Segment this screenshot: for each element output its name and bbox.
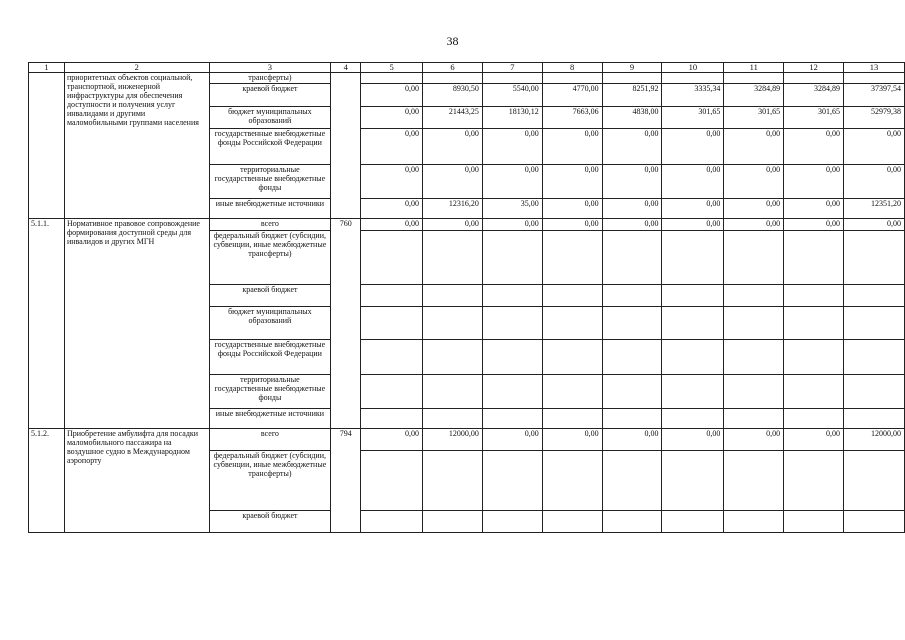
value-cell [724,375,784,409]
value-cell [784,375,844,409]
header-cell: 10 [662,63,724,73]
value-cell [602,375,662,409]
funding-source: территориальные государственные внебюджетные фонды [209,165,331,199]
funding-source: иные внебюджетные источники [209,409,331,429]
value-cell: 0,00 [784,199,844,219]
value-cell: 0,00 [784,129,844,165]
value-cell [423,73,483,84]
value-cell [482,409,542,429]
value-cell: 0,00 [423,219,483,231]
value-cell [361,511,423,533]
value-cell: 0,00 [482,219,542,231]
table-row [29,73,905,84]
value-cell [542,285,602,307]
value-cell: 0,00 [361,429,423,451]
table-body [29,63,905,533]
value-cell [662,511,724,533]
value-cell [724,231,784,285]
value-cell: 0,00 [784,429,844,451]
value-cell: 0,00 [542,129,602,165]
value-cell [542,231,602,285]
funding-source: федеральный бюджет (субсидии, субвенции, иные межбюджетные трансферты) [209,451,331,511]
budget-code: 794 [331,429,361,533]
value-cell [784,511,844,533]
value-cell [361,451,423,511]
value-cell: 0,00 [542,165,602,199]
value-cell: 0,00 [602,219,662,231]
value-cell [724,340,784,375]
funding-source: всего [209,429,331,451]
value-cell: 0,00 [361,165,423,199]
value-cell [844,340,905,375]
value-cell [423,375,483,409]
measure-name: Нормативное правовое сопровождение формирования доступной среды для инвалидов и других МГН [64,219,209,429]
value-cell [361,307,423,340]
value-cell: 0,00 [482,129,542,165]
value-cell [542,307,602,340]
value-cell [602,340,662,375]
value-cell [423,451,483,511]
value-cell [662,307,724,340]
value-cell: 0,00 [423,129,483,165]
value-cell: 0,00 [423,165,483,199]
value-cell [784,73,844,84]
value-cell: 0,00 [784,165,844,199]
value-cell: 52979,38 [844,107,905,129]
value-cell [602,451,662,511]
value-cell [482,285,542,307]
budget-code [331,73,361,219]
value-cell: 301,65 [724,107,784,129]
value-cell [602,231,662,285]
value-cell: 301,65 [662,107,724,129]
value-cell [482,375,542,409]
value-cell [423,409,483,429]
measure-name: приоритетных объектов социальной, транспортной, инженерной инфраструктуры для обеспечения доступности и получения услуг инвалидами и другими маломобильными группами населения [64,73,209,219]
value-cell: 0,00 [542,429,602,451]
header-cell: 6 [423,63,483,73]
header-cell: 5 [361,63,423,73]
value-cell [844,451,905,511]
measure-name: Приобретение амбулифта для посадки маломобильного пассажира на воздушное судно в Международном аэропорту [64,429,209,533]
funding-source: трансферты) [209,73,331,84]
value-cell [844,231,905,285]
row-index: 5.1.2. [29,429,65,533]
value-cell [361,375,423,409]
value-cell [784,307,844,340]
header-cell: 3 [209,63,331,73]
value-cell: 4838,00 [602,107,662,129]
value-cell [662,231,724,285]
value-cell [482,511,542,533]
value-cell: 12000,00 [423,429,483,451]
value-cell [423,511,483,533]
value-cell: 0,00 [602,129,662,165]
funding-source: краевой бюджет [209,511,331,533]
value-cell [724,511,784,533]
funding-source: бюджет муниципальных образований [209,107,331,129]
value-cell [542,375,602,409]
funding-source: всего [209,219,331,231]
value-cell [724,285,784,307]
value-cell: 18130,12 [482,107,542,129]
value-cell [542,409,602,429]
header-cell: 7 [482,63,542,73]
value-cell [662,375,724,409]
value-cell [662,285,724,307]
value-cell [361,285,423,307]
value-cell [724,307,784,340]
funding-source: государственные внебюджетные фонды Российской Федерации [209,129,331,165]
value-cell [784,409,844,429]
value-cell [542,73,602,84]
value-cell [542,451,602,511]
value-cell: 12316,20 [423,199,483,219]
table-row [29,429,905,451]
value-cell [662,409,724,429]
funding-source: краевой бюджет [209,84,331,107]
value-cell [844,73,905,84]
value-cell: 0,00 [361,199,423,219]
value-cell [542,511,602,533]
value-cell: 0,00 [602,165,662,199]
funding-source: бюджет муниципальных образований [209,307,331,340]
value-cell [724,73,784,84]
value-cell: 37397,54 [844,84,905,107]
value-cell: 0,00 [844,165,905,199]
value-cell [724,409,784,429]
value-cell [784,340,844,375]
value-cell: 0,00 [724,199,784,219]
value-cell [423,231,483,285]
value-cell: 301,65 [784,107,844,129]
header-cell: 2 [64,63,209,73]
row-index [29,73,65,219]
value-cell [602,307,662,340]
value-cell [784,285,844,307]
value-cell [662,73,724,84]
value-cell: 8251,92 [602,84,662,107]
value-cell [844,511,905,533]
value-cell: 0,00 [361,219,423,231]
value-cell [482,307,542,340]
value-cell [423,285,483,307]
value-cell: 0,00 [662,429,724,451]
value-cell [361,231,423,285]
funding-source: территориальные государственные внебюджетные фонды [209,375,331,409]
value-cell: 3335,34 [662,84,724,107]
value-cell: 7663,06 [542,107,602,129]
row-index: 5.1.1. [29,219,65,429]
value-cell: 0,00 [724,165,784,199]
value-cell: 0,00 [361,84,423,107]
value-cell: 35,00 [482,199,542,219]
value-cell [482,340,542,375]
value-cell [662,340,724,375]
value-cell: 0,00 [662,165,724,199]
value-cell [602,285,662,307]
value-cell [482,73,542,84]
value-cell [361,73,423,84]
funding-source: федеральный бюджет (субсидии, субвенции, иные межбюджетные трансферты) [209,231,331,285]
value-cell [423,340,483,375]
value-cell: 0,00 [662,129,724,165]
value-cell: 0,00 [724,129,784,165]
value-cell [361,340,423,375]
funding-source: краевой бюджет [209,285,331,307]
value-cell: 0,00 [542,219,602,231]
table-row [29,219,905,231]
header-cell: 1 [29,63,65,73]
value-cell [844,285,905,307]
header-cell: 4 [331,63,361,73]
value-cell: 5540,00 [482,84,542,107]
value-cell [844,307,905,340]
value-cell: 8930,50 [423,84,483,107]
value-cell: 0,00 [482,429,542,451]
value-cell [844,409,905,429]
value-cell: 0,00 [602,429,662,451]
value-cell [602,409,662,429]
value-cell [361,409,423,429]
value-cell [482,451,542,511]
budget-table [28,62,905,533]
value-cell: 0,00 [662,219,724,231]
value-cell: 0,00 [662,199,724,219]
header-cell: 13 [844,63,905,73]
value-cell: 0,00 [844,129,905,165]
value-cell [784,451,844,511]
value-cell: 0,00 [361,107,423,129]
value-cell: 0,00 [724,429,784,451]
value-cell [844,375,905,409]
header-cell: 9 [602,63,662,73]
value-cell: 12351,20 [844,199,905,219]
value-cell: 0,00 [602,199,662,219]
funding-source: иные внебюджетные источники [209,199,331,219]
value-cell: 21443,25 [423,107,483,129]
value-cell: 0,00 [844,219,905,231]
value-cell: 3284,89 [724,84,784,107]
budget-code: 760 [331,219,361,429]
value-cell: 0,00 [482,165,542,199]
value-cell: 3284,89 [784,84,844,107]
value-cell [423,307,483,340]
value-cell [662,451,724,511]
value-cell [784,231,844,285]
value-cell: 0,00 [361,129,423,165]
header-cell: 11 [724,63,784,73]
header-row [29,63,905,73]
funding-source: государственные внебюджетные фонды Российской Федерации [209,340,331,375]
value-cell [602,73,662,84]
value-cell [602,511,662,533]
header-cell: 12 [784,63,844,73]
value-cell: 0,00 [784,219,844,231]
header-cell: 8 [542,63,602,73]
value-cell: 4770,00 [542,84,602,107]
value-cell [724,451,784,511]
value-cell [542,340,602,375]
value-cell [482,231,542,285]
page-number: 38 [446,34,459,48]
value-cell: 0,00 [542,199,602,219]
value-cell: 0,00 [724,219,784,231]
value-cell: 12000,00 [844,429,905,451]
